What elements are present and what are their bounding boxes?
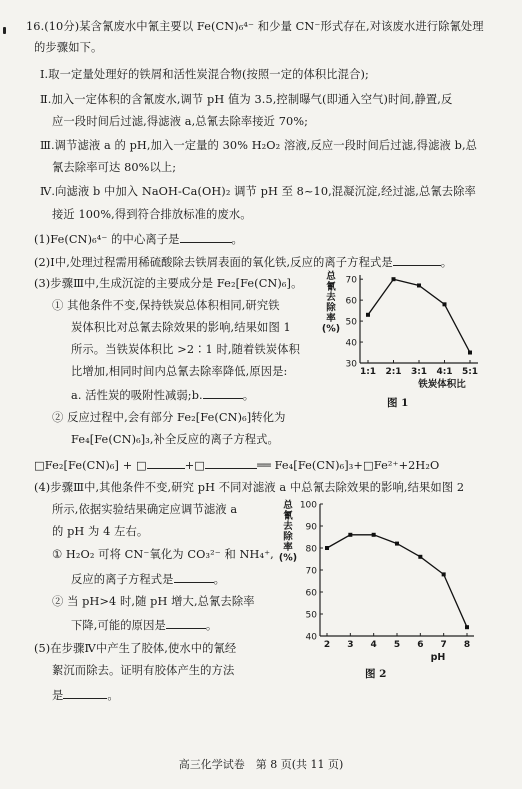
- step-4-line-2: 接近 100%,得到符合排放标准的废水。: [52, 208, 252, 221]
- subq-4-stem: (4)步骤Ⅲ中,其他条件不变,研究 pH 不同对滤液 a 中总氰去除效果的影响,结果如图 2: [34, 481, 465, 494]
- fig1-x-tick-label: 4:1: [436, 367, 453, 377]
- fig2-y-tick-label: 90: [305, 522, 317, 533]
- fig1-x-tick-label: 5:1: [461, 367, 479, 377]
- fig2-y-axis-label: 总氰去除率(%): [278, 500, 298, 564]
- subq-3-1-line-4: 比增加,相同时间内总氰去除率降低,原因是:: [71, 365, 288, 378]
- subq-3-2-line-2: Fe₄[Fe(CN)₆]₃,补全反应的离子方程式。: [71, 433, 279, 446]
- fig1-data-point: [443, 302, 447, 306]
- fig1-series-line: [368, 279, 470, 352]
- fig2-x-tick-label: 2: [323, 640, 331, 650]
- figure-2: [278, 498, 478, 676]
- fig2-data-point: [348, 533, 352, 537]
- fig2-data-point: [325, 546, 329, 550]
- figure-2-chart: [278, 498, 478, 676]
- fig1-y-tick-label: 50: [345, 317, 357, 328]
- step-4-line-1: Ⅳ.向滤液 b 中加入 NaOH-Ca(OH)₂ 调节 pH 至 8~10,混凝沉淀,经过滤,总氰去除率: [40, 185, 476, 198]
- fig2-x-tick-label: 7: [440, 640, 447, 650]
- subq-5-line-1: (5)在步骤Ⅳ中产生了胶体,使水中的氰经: [34, 642, 237, 655]
- fig2-y-tick-label: 80: [305, 544, 317, 555]
- step-3-line-1: Ⅲ.调节滤液 a 的 pH,加入一定量的 30% H₂O₂ 溶液,反应一段时间后过滤,得滤液 b,总: [40, 139, 478, 152]
- answer-blank-1[interactable]: [180, 230, 232, 243]
- subq-5-text: 是: [52, 689, 64, 702]
- subq-1-end: 。: [231, 233, 243, 246]
- equation-part-2: +□: [184, 459, 206, 472]
- fig1-x-tick-label: 1:1: [359, 367, 377, 377]
- subq-4-line-3: 的 pH 为 4 左右。: [52, 525, 149, 538]
- margin-mark: [3, 27, 6, 34]
- fig2-y-tick-label: 40: [305, 632, 317, 643]
- fig2-y-tick-label: 100: [299, 500, 317, 511]
- subq-3-1-line-5: [71, 386, 254, 404]
- step-2-line-1: Ⅱ.加入一定体积的含氰废水,调节 pH 值为 3.5,控制曝气(即通入空气)时间,静置,反: [40, 93, 453, 106]
- answer-blank-8[interactable]: [63, 686, 107, 699]
- fig2-y-tick-label: 50: [305, 610, 317, 621]
- subq-3-2-line-1: ② 反应过程中,会有部分 Fe₂[Fe(CN)₆]转化为: [52, 411, 286, 424]
- subq-1: [34, 230, 243, 248]
- fig2-series-line: [327, 535, 467, 627]
- fig2-data-point: [465, 625, 469, 629]
- fig2-x-tick-label: 5: [393, 640, 401, 650]
- subq-5-end: 。: [107, 689, 119, 702]
- figure-1: [322, 270, 482, 405]
- subq-5-line-3: [52, 686, 119, 704]
- subq-3-1-end: 。: [242, 389, 255, 402]
- fig1-x-tick-label: 2:1: [385, 367, 402, 377]
- fig2-y-tick-label: 70: [305, 566, 317, 577]
- fig1-data-point: [366, 313, 370, 317]
- figure-1-caption: 图 1: [387, 397, 409, 409]
- fig1-y-tick-label: 40: [345, 338, 357, 349]
- fig1-data-point: [392, 277, 396, 281]
- equation-part-1: □Fe₂[Fe(CN)₆] + □: [34, 459, 147, 472]
- subq-2: [34, 253, 452, 271]
- subq-3-1-line-2: 炭体积比对总氰去除效果的影响,结果如图 1: [71, 321, 291, 334]
- answer-blank-4[interactable]: [147, 456, 185, 469]
- subq-4-1-line-2: [71, 570, 225, 588]
- question-stem-line-1: 16.(10分)某含氰废水中氰主要以 Fe(CN)₆⁴⁻ 和少量 CN⁻形式存在,对该废水进行除氰处理: [26, 20, 484, 33]
- fig2-data-point: [372, 533, 376, 537]
- subq-3-stem: (3)步骤Ⅲ中,生成沉淀的主要成分是 Fe₂[Fe(CN)₆]。: [34, 277, 303, 290]
- fig2-data-point: [442, 572, 446, 576]
- answer-blank-2[interactable]: [393, 253, 441, 266]
- fig1-y-tick-label: 70: [345, 275, 357, 286]
- answer-blank-3[interactable]: [203, 386, 243, 399]
- fig2-x-tick-label: 4: [370, 640, 377, 650]
- answer-blank-6[interactable]: [174, 570, 214, 583]
- subq-4-1-end: 。: [213, 573, 225, 586]
- fig2-y-tick-label: 60: [305, 588, 317, 599]
- equation-line: [34, 456, 439, 474]
- fig1-y-tick-label: 30: [345, 359, 357, 370]
- step-1: Ⅰ.取一定量处理好的铁屑和活性炭混合物(按照一定的体积比混合);: [40, 68, 369, 81]
- fig1-data-point: [417, 283, 421, 287]
- subq-1-text: (1)Fe(CN)₆⁴⁻ 的中心离子是: [34, 233, 180, 246]
- fig2-x-tick-label: 8: [463, 640, 471, 650]
- fig1-x-axis-label: 铁炭体积比: [418, 379, 466, 390]
- fig2-data-point: [395, 542, 399, 546]
- fig2-x-axis-label: pH: [430, 652, 446, 663]
- subq-3-1-text: a. 活性炭的吸附性减弱;b.: [71, 389, 203, 402]
- fig1-x-tick-label: 3:1: [410, 367, 428, 377]
- subq-4-2-line-2: [71, 616, 217, 634]
- subq-4-2-text: 下降,可能的原因是: [71, 619, 166, 632]
- step-2-line-2: 应一段时间后过滤,得滤液 a,总氰去除率接近 70%;: [52, 115, 309, 128]
- question-stem-line-2: 的步骤如下。: [34, 41, 103, 54]
- fig2-x-tick-label: 3: [347, 640, 354, 650]
- fig2-x-tick-label: 6: [417, 640, 424, 650]
- equation-part-3: ══ Fe₄[Fe(CN)₆]₃+□Fe²⁺+2H₂O: [257, 459, 440, 472]
- subq-2-end: 。: [440, 256, 453, 269]
- subq-4-2-line-1: ② 当 pH>4 时,随 pH 增大,总氰去除率: [52, 595, 255, 608]
- subq-2-text: (2)Ⅰ中,处理过程需用稀硫酸除去铁屑表面的氧化铁,反应的离子方程式是: [34, 256, 393, 269]
- fig1-y-axis-label: 总氰去除率(%): [322, 271, 341, 335]
- step-3-line-2: 氰去除率可达 80%以上;: [52, 161, 177, 174]
- fig1-y-tick-label: 60: [345, 296, 357, 307]
- subq-5-line-2: 絮沉而除去。证明有胶体产生的方法: [52, 664, 235, 677]
- figure-1-chart: [322, 270, 482, 405]
- fig2-data-point: [418, 555, 422, 559]
- subq-4-line-2: 所示,依据实验结果确定应调节滤液 a: [52, 503, 238, 516]
- subq-4-2-end: 。: [205, 619, 218, 632]
- subq-3-1-line-3: 所示。当铁炭体积比 >2∶1 时,随着铁炭体积: [71, 343, 300, 356]
- fig1-data-point: [468, 351, 472, 355]
- subq-3-1-line-1: ① 其他条件不变,保持铁炭总体积相同,研究铁: [52, 299, 280, 312]
- answer-blank-7[interactable]: [166, 616, 206, 629]
- page-footer: 高三化学试卷 第 8 页(共 11 页): [178, 758, 344, 771]
- subq-4-1-line-1: ① H₂O₂ 可将 CN⁻氧化为 CO₃²⁻ 和 NH₄⁺,: [52, 548, 274, 561]
- answer-blank-5[interactable]: [205, 456, 257, 469]
- subq-4-1-text: 反应的离子方程式是: [71, 573, 174, 586]
- figure-2-caption: 图 2: [365, 668, 387, 680]
